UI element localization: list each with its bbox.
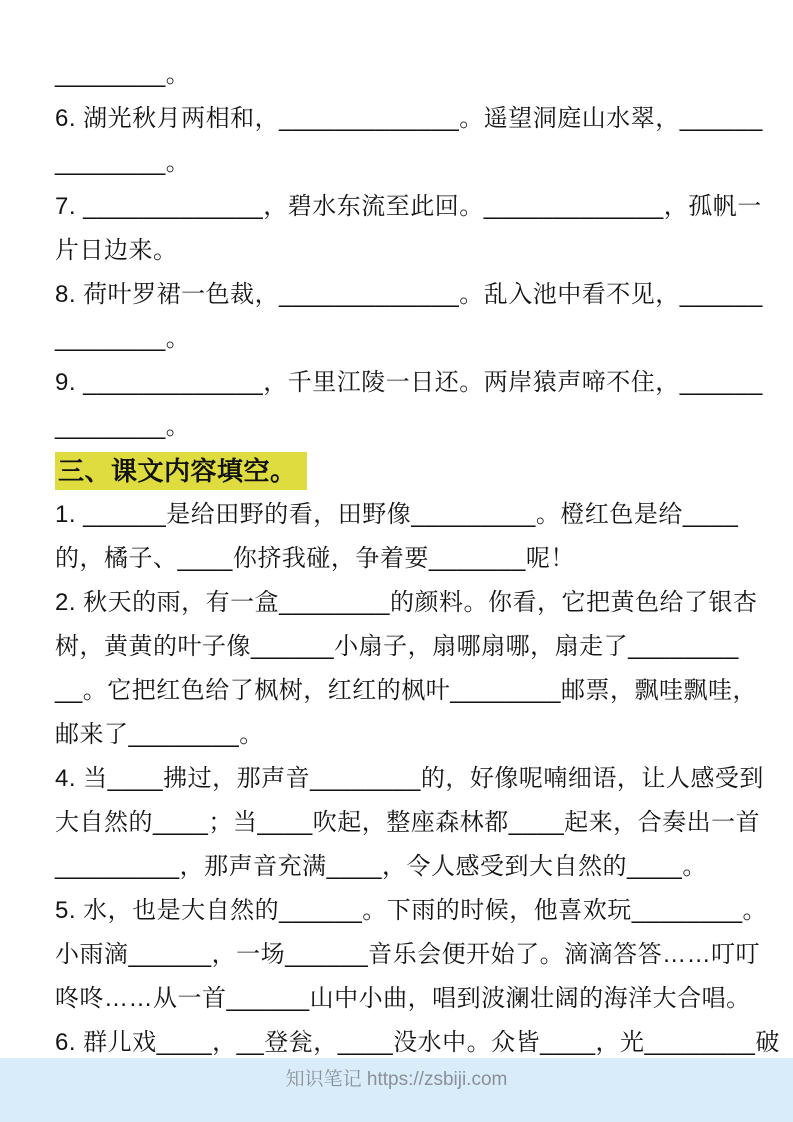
text-line: 5. 水，也是大自然的______。下雨的时候，他喜欢玩________。 <box>55 897 768 924</box>
footer-bar <box>0 1058 793 1122</box>
text-line: ________。 <box>55 149 191 176</box>
text-line: _________，那声音充满____，令人感受到大自然的____。 <box>55 853 707 880</box>
text-line: 大自然的____；当____吹起，整座森林都____起来，合奏出一首 <box>55 809 761 836</box>
worksheet-content <box>55 53 780 1065</box>
section-header: 三、课文内容填空。 <box>55 452 307 490</box>
text-line: ________。 <box>55 61 191 88</box>
text-line: 2. 秋天的雨，有一盒________的颜料。你看，它把黄色给了银杏 <box>55 589 758 616</box>
text-line: 1. ______是给田野的看，田野像_________。橙红色是给____ <box>55 501 739 528</box>
text-line: 8. 荷叶罗裙一色裁，_____________。乱入池中看不见，______ <box>55 281 763 308</box>
text-line: ________。 <box>55 413 191 440</box>
text-line: __。它把红色给了枫树，红红的枫叶________邮票，飘哇飘哇， <box>55 677 757 704</box>
text-line: 片日边来。 <box>55 237 178 264</box>
footer-credit: 知识笔记 https://zsbiji.com <box>285 1069 508 1090</box>
text-line: 4. 当____拂过，那声音________的，好像呢喃细语，让人感受到 <box>55 765 764 792</box>
poem-fill-section <box>55 53 763 449</box>
text-line: 7. _____________，碧水东流至此回。_____________，孤帆一 <box>55 193 762 220</box>
text-line: 的，橘子、____你挤我碰，争着要_______呢！ <box>55 545 575 572</box>
text-line: ________。 <box>55 325 191 352</box>
reading-fill-section <box>55 493 780 1065</box>
text-line: 邮来了________。 <box>55 721 264 748</box>
text-line: 小雨滴______，一场______音乐会便开始了。滴滴答答……叮叮 <box>55 941 761 968</box>
text-line: 9. _____________，千里江陵一日还。两岸猿声啼不住，______ <box>55 369 763 396</box>
section-header-row <box>55 449 755 493</box>
text-line: 咚咚……从一首______山中小曲，唱到波澜壮阔的海洋大合唱。 <box>55 985 751 1012</box>
text-line: 树，黄黄的叶子像______小扇子，扇哪扇哪，扇走了________ <box>55 633 739 660</box>
text-line: 6. 湖光秋月两相和，_____________。遥望洞庭山水翠，______ <box>55 105 763 132</box>
text-line: 6. 群儿戏____，__登瓮，____没水中。众皆____，光________破 <box>55 1029 780 1056</box>
